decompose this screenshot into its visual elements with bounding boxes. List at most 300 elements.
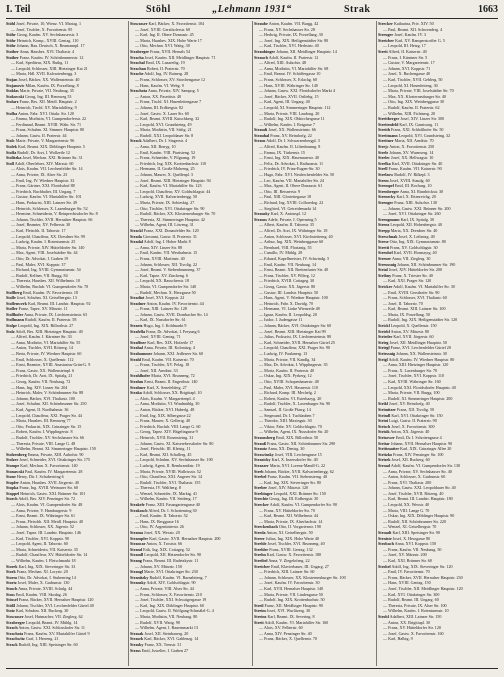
entry-details: — Rudolf, Mechan. X. Herzgasse 50 bbox=[135, 289, 196, 295]
entry-details: Anna, XVI. Koppstr. 150 bbox=[394, 541, 437, 547]
entry-details: Karl, XVII. Ottakringer Str. 40 bbox=[391, 160, 443, 166]
entry-details: — Rudolf, XI. Simmeringer Hauptstr. 200 bbox=[383, 395, 453, 401]
entry-details: — Gustav, Kaufm. VI. Mariahilfer Str. 101 bbox=[11, 194, 82, 200]
entry-surname: Strama bbox=[130, 530, 143, 536]
entry-details: Karl, XIX. Grinzinger Allee 20 bbox=[400, 446, 452, 452]
entry-details: Luigi, Gastw. II. Praterstr. 90 bbox=[389, 418, 437, 424]
entry-details: Franz, XX. Treustr. 31 bbox=[144, 641, 182, 647]
entry-surname: Strasak bbox=[130, 630, 144, 636]
entry-details: Josef, Hutmacher, VII. Zieglerg. 62 bbox=[24, 613, 83, 619]
entry-details: — Josef, Gastw. X. Favoritenstr. 160 bbox=[383, 630, 444, 636]
entry-details: — Georg, Gastw. XX. Jägerstr. 80 bbox=[259, 283, 316, 289]
entry-details: — Otto, IV. Argentinierstr. 26 bbox=[135, 524, 184, 530]
entry-details: — Leopold, Schuhm. XV. Sechshauser Str. 100 bbox=[135, 457, 213, 463]
entry-surname: Strempel bbox=[378, 183, 394, 189]
entry-details: Hugo, Ing. I. Kohlmarkt 9 bbox=[143, 323, 187, 329]
entry-details: — Johann, III. Erdbergstr. 82 bbox=[135, 104, 184, 110]
entry-details: Anton, XV. Märzstr. 80 bbox=[390, 328, 429, 334]
entry-details: Franz, Gastw. XII. Schönbrunner Str. 290 bbox=[267, 440, 336, 446]
entry-details: — Franz, Kaufm. VII. Neubaug. 50 bbox=[383, 546, 442, 552]
entry-details: — Franz, I. Kärntner Str. 5 bbox=[383, 54, 428, 60]
entry-details: — Maria, Private, VIII. Josefstädter Str. 70 bbox=[383, 88, 454, 94]
column-2 bbox=[130, 21, 250, 666]
entry-details: Anna, Private, XVIII. Schulg. 44 bbox=[18, 585, 73, 591]
entry-details: — Emil, Ing. XIX. Silbergasse 22 bbox=[135, 412, 191, 418]
entry-details: — Heinrich, Tischl. XV. Mariahilferg. 9 bbox=[11, 104, 77, 110]
entry-details: — Johann, Gastw. XXI. Leopoldauer Str. 40 bbox=[383, 485, 456, 491]
entry-details: Anton, Kaufm. IV. Favoritenstr. 44 bbox=[146, 300, 204, 306]
entry-details: Emil, Kaufm. IV. Favoritenstr. 18 bbox=[22, 289, 78, 295]
entry-details: — Anna, Modistin, VI. Mariahilfer Str. 68 bbox=[259, 65, 329, 71]
column-3 bbox=[254, 21, 374, 666]
entry-details: — Alois, XV. Felberstr. 60 bbox=[259, 625, 303, 631]
entry-details: — Franz, Schlosser, XV. Storchengasse 12 bbox=[135, 76, 206, 82]
entry-surname: Stoklas bbox=[6, 88, 19, 94]
entry-surname: Strahl bbox=[130, 356, 141, 362]
entry-surname: Stritar bbox=[378, 440, 390, 446]
entry-surname: Streb bbox=[254, 468, 264, 474]
entry-details: — Maria, Private, VII. Burgg. 100 bbox=[383, 390, 440, 396]
entry-details: — Julius, Prokurist, IX. Liechtensteinstr. 80 bbox=[259, 334, 332, 340]
entry-details: — Franz, XIII. Lainzer Str. 128 bbox=[135, 306, 187, 312]
entry-details: — Karl, Agent, III. Ungarg. 40 bbox=[259, 99, 310, 105]
entry-details: Franz, Kaufm. IV. Schönbrunnerstr. 12 bbox=[19, 54, 84, 60]
entry-surname: Streussnig bbox=[378, 261, 397, 267]
entry-details: Karl, Beamt. XIX. Döblinger Hauptstr. 5 bbox=[17, 144, 85, 150]
entry-details: — Albert, Kaufm. II. Taborstr. 35 bbox=[259, 222, 315, 228]
entry-surname: Strachal bbox=[130, 60, 145, 66]
entry-surname: Strele bbox=[378, 149, 389, 155]
entry-details: Josef, XII. Steinbauerg. 20 bbox=[144, 630, 189, 636]
entry-details: — Ludwig, Kaufm. I. Rotenturmstr. 25 bbox=[11, 239, 76, 245]
entry-details: — Otto, Ing. XIX. Weinberggasse 30 bbox=[383, 99, 444, 105]
entry-surname: Strachota bbox=[130, 88, 148, 94]
entry-details: Josef, X. Leibnizg. 40 bbox=[398, 233, 435, 239]
entry-surname: Stojanovic bbox=[6, 82, 25, 88]
entry-details: Adele, Private, I. Opernring 5 bbox=[267, 216, 317, 222]
entry-details: Karl, IX. Garnisong. 11 bbox=[399, 121, 439, 127]
entry-details: Karl, Bäcker, XVI. Gablenzg. 14 bbox=[144, 636, 199, 642]
entry-details: — Paul, Maler, XVI. Hasnerstr. 110 bbox=[259, 384, 318, 390]
entry-details: — Wilhelm, XIII. Fichtnerg. 20 bbox=[383, 110, 436, 116]
entry-surname: Stolz bbox=[6, 328, 15, 334]
column-divider bbox=[376, 21, 377, 666]
entry-surname: Strniste bbox=[378, 535, 392, 541]
entry-surname: Strehn bbox=[254, 552, 266, 558]
entry-details: — Theresia, XI. Simmeringer Hauptstr. 42 bbox=[135, 216, 205, 222]
entry-details: Josef, XX. Wexstr. 20 bbox=[144, 530, 180, 536]
entry-details: Josef, Schuhm. XI. Geiselbergstr. 13 bbox=[16, 295, 77, 301]
entry-surname: Streim bbox=[254, 608, 266, 614]
entry-details: Emil, Dr. I. Schottengasse 4 bbox=[395, 434, 442, 440]
entry-details: — Josef, Gastw. X. Laaer Str. 60 bbox=[135, 110, 189, 116]
entry-surname: Strancar bbox=[130, 541, 146, 547]
entry-surname: Storch bbox=[6, 496, 18, 502]
entry-details: — Leopold, Chauffeur, XXI. Prager Str. 90 bbox=[259, 345, 330, 351]
entry-details: — Wilhelm, Kaufm. I. Fleischmarkt 18 bbox=[11, 558, 76, 563]
entry-surname: Stößl bbox=[6, 602, 16, 608]
directory-entry bbox=[130, 648, 250, 654]
entry-details: Georg, Kaufm. XV. Sechshauserstr. 3 bbox=[16, 32, 79, 38]
entry-details: Emil, Juwelier, I. Graben 27 bbox=[141, 647, 189, 653]
entry-details: — Franz, Fleischh. XII. Meidl. Hauptstr. 40 bbox=[11, 518, 83, 524]
entry-details: — Robert, Kaufm. I. Wipplingerstr. 8 bbox=[11, 429, 73, 435]
entry-details: Karl, Gastw. XVII. Hernalser Hauptstr. 200 bbox=[149, 535, 221, 541]
entry-surname: Stolba bbox=[6, 110, 18, 116]
entry-surname: Streckenbach bbox=[254, 524, 278, 530]
entry-details: — Josef, Fleischh. III. Kleistg. 11 bbox=[135, 446, 191, 452]
entry-details: Franz, Beamt. III. Radetzkystr. 11 bbox=[142, 558, 199, 563]
entry-details: — Franz, Tischler, XV. Pelzg. 18 bbox=[135, 362, 190, 368]
entry-surname: Strecker bbox=[254, 502, 269, 508]
entry-details: — Franz, XVI. Thaliastr. 200 bbox=[383, 479, 432, 485]
entry-surname: Stolle bbox=[6, 295, 16, 301]
entry-surname: Stollenwerk bbox=[6, 300, 27, 306]
entry-details: Josef, XX. Wallensteinstr. 66 bbox=[268, 127, 316, 133]
entry-details: Rudolf, IV. Rilkepl. 3 bbox=[394, 172, 430, 178]
entry-details: Ernst, Beamt. II. Engerthstr. 140 bbox=[144, 379, 198, 384]
entry-details: — Hans, IX. Berggasse 16 bbox=[135, 518, 179, 524]
entry-details: Franz, XII. Tivolig. 50 bbox=[397, 406, 435, 412]
entry-details: — Josef, Beamt. XIII. Hietzinger Kai 99 bbox=[259, 328, 326, 334]
entry-details: — Emil, Kaufm. VII. Neubaug. 14 bbox=[259, 261, 317, 267]
entry-details: Emil, Klavierbauer, III. Ungarg. 27 bbox=[271, 563, 329, 569]
entry-details: — Paul, Maler, XVI. Koppstr. 37 bbox=[11, 261, 66, 267]
entry-details: — Heinrich, Fabr. X. Davidg. 70 bbox=[259, 300, 314, 306]
entry-details: Karl, Gastw. X. Favoritenstr. 180 bbox=[266, 552, 322, 558]
entry-surname: Strieg bbox=[378, 339, 389, 345]
entry-details: Josef, XIV. Linzer Str. 300 bbox=[400, 116, 445, 122]
entry-details: Franz, XXI. Donaufelder Str. 120 bbox=[143, 227, 199, 233]
entry-surname: Strasky bbox=[130, 641, 144, 647]
entry-details: — Alfred, Kaufm. II. Lilienbrunng. 8 bbox=[259, 144, 321, 150]
entry-surname: Streibel bbox=[254, 558, 268, 563]
entry-surname: Straube bbox=[254, 21, 268, 26]
entry-details: — Josef, Tischler, X. Favoritenstr. 85 bbox=[11, 26, 73, 32]
entry-details: Josef, XII. Ruckerg. 60 bbox=[391, 457, 430, 463]
entry-details: — Emma, Modistin, VI. Gumpendorferstr. 22 bbox=[11, 116, 87, 122]
entry-details: — Richard, Ing. XVIII. Gymnasiumstr. 54 bbox=[11, 267, 81, 273]
entry-details: — Friedrich, IV. Prinz-Eugen-Str. 30 bbox=[259, 166, 320, 172]
entry-details: — Leopold, Chauffeur, XX. Dresdner Str. 99 bbox=[11, 233, 85, 239]
entry-details: — Josef, Tischler, XII. Meidlinger Hauptstr. 120 bbox=[383, 585, 463, 591]
entry-surname: Strahm bbox=[130, 379, 144, 384]
entry-details: Rudolf, Kaufm. II. Praterstr. 58 bbox=[25, 317, 77, 323]
entry-details: Anna, V. Ziegelofeng. 22 bbox=[268, 558, 310, 563]
entry-details: Karl, IX. Spitalg. 30 bbox=[400, 216, 435, 222]
entry-details: Franz, Ing. XVIII. Weimarer Str. 60 bbox=[19, 485, 78, 491]
entry-details: Johann, Bäcker, XVII. Kalvarienbergg. 62 bbox=[264, 468, 334, 474]
entry-details: — Friedrich, Dr. Arzt, IX. Spitalg. 21 bbox=[11, 373, 73, 379]
entry-details: — Josef, Kaufm. IV. Favoritenstr. 30 bbox=[259, 580, 320, 586]
entry-details: — Leopold, Gastw. II. Wolfgang-Schmälzl-G. 4 bbox=[135, 608, 214, 614]
entry-details: Karl, Mechan. X. Favoritenstr. 140 bbox=[20, 462, 78, 468]
entry-surname: Strasek bbox=[130, 636, 144, 642]
entry-details: — Otto, Prokurist, XIX. Grinzinger Str. 15 bbox=[11, 423, 82, 429]
entry-surname: Strese bbox=[378, 239, 389, 245]
entry-details: — Josef, XVIII. Gentzg. 71 bbox=[135, 334, 181, 340]
entry-details: Emil, III. Rochusg. 10 bbox=[394, 183, 432, 189]
entry-details: Graf, I. Herreng. 21 bbox=[25, 636, 59, 642]
entry-details: Leopold, XVI. Grundsteing. 32 bbox=[398, 132, 451, 138]
entry-details: Anton, Fabr. XVI. Ottakr. Str. 120 bbox=[17, 110, 74, 116]
entry-details: — Rudolf, Tischler, X. Laxenburger Str. 90 bbox=[259, 401, 331, 407]
entry-details: — Rudolf, Chauffeur, XV. Hütteldorfer Str. 14 bbox=[11, 552, 88, 558]
entry-surname: Stöhr bbox=[6, 43, 16, 49]
column-1 bbox=[6, 21, 126, 666]
entry-details: — Hugo, Fabr. XVI. Neulerchenfelder Str. 50 bbox=[259, 172, 335, 178]
entry-details: Josef, Bäcker, XX. Wallensteinstr. 40 bbox=[18, 76, 80, 82]
entry-details: — Josef, Beamt. XIII. Hietzinger Hauptstr. 94 bbox=[135, 177, 211, 183]
entry-surname: Stricker bbox=[378, 283, 393, 289]
entry-details: — Hermann, VI. Linke Wienzeile 48 bbox=[259, 306, 320, 312]
entry-details: Josef, XII. Meidlinger Hauptstr. 50 bbox=[389, 339, 447, 345]
entry-details: — Rudolf, Kaufm. II. Praterstr. 62 bbox=[383, 104, 440, 110]
entry-surname: Strauhal bbox=[254, 132, 270, 138]
entry-details: — Max, XX. Klosterneuburger Str. 40 bbox=[383, 93, 446, 99]
entry-details: — Hans, XVIII. Währinger Str. 140 bbox=[259, 82, 318, 88]
entry-details: — Karl, Fleischh. II. Taborstr. 17 bbox=[11, 227, 66, 233]
page-number: 1663 bbox=[478, 4, 498, 15]
entry-surname: Strafella bbox=[130, 328, 146, 334]
entry-surname: Stokowski bbox=[6, 93, 24, 99]
entry-details: — Anton, Tischler, XVII. Rötzerg. 14 bbox=[11, 345, 73, 351]
entry-surname: Stradner bbox=[130, 300, 146, 306]
entry-surname: Stopka bbox=[6, 485, 19, 491]
entry-details: Heinrich, Gastw. XXI. Brünner Str. 101 bbox=[20, 490, 86, 496]
entry-details: — Wilhelm, Agent, IX. Nussdorfer Str. 20 bbox=[259, 429, 329, 435]
entry-details: Johann, XVII. Hernalser Hauptstr. 90 bbox=[390, 440, 453, 446]
entry-details: — Josef, Tischler, XXI. Schwaigergasse 19 bbox=[135, 597, 207, 603]
entry-details: Josef, XX. Hellwagstr. 10 bbox=[391, 155, 434, 161]
entry-details: — Leopold, III. Hetzg. 17 bbox=[383, 43, 426, 49]
entry-surname: Streitenfeld bbox=[378, 121, 399, 127]
entry-details: Maria, XVI. Brunneng. 72 bbox=[151, 373, 195, 379]
entry-details: — Franz, XV. Sechshauser Str. 28 bbox=[259, 26, 315, 32]
entry-details: — Anna, XIV. Penzinger Str. 40 bbox=[259, 630, 312, 636]
entry-details: — Franz, XV. Hütteldorfer Str. 120 bbox=[383, 625, 441, 631]
entry-details: — Franz, Gastw. XX. Wallensteinpl. 6 bbox=[11, 367, 75, 373]
entry-surname: Stranitzky bbox=[130, 574, 149, 580]
entry-details: — Karl, Beamt. XIII. Lainzer Str. 100 bbox=[383, 306, 446, 312]
entry-details: — Maria, VIII. Lange G. 70 bbox=[383, 507, 430, 513]
entry-details: Adolf, Kaufm. IV. Wiedner Hauptstr. 80 bbox=[388, 356, 455, 362]
entry-details: Johann, XXI. Jedleseer Str. 60 bbox=[153, 351, 204, 357]
entry-details: Adalbert, Dr. I. Singerstr. 4 bbox=[142, 138, 187, 144]
entry-details: — Alfred, Kaufm. I. Kärntner Str. 33 bbox=[11, 334, 72, 340]
entry-surname: Strickl bbox=[378, 323, 390, 329]
entry-details: — Emil, Schlosser, X. Quellenstr. 112 bbox=[11, 356, 74, 362]
entry-details: Johann, XII. Schönbrunner Str. 190 bbox=[397, 261, 456, 267]
entry-details: — Rudolf, Kellner, VII. Burgg. 84 bbox=[11, 272, 68, 278]
entry-surname: Stoppel bbox=[6, 490, 20, 496]
entry-details: Anna, Private, IX. Liechtensteinstr. 63 bbox=[24, 311, 88, 317]
entry-details: Franz, XIII. Auhofstr. 130 bbox=[394, 200, 437, 205]
entry-surname: Stompe bbox=[6, 462, 20, 468]
entry-surname: Strach bbox=[6, 625, 18, 631]
entry-details: Adolf, Bes. XIV. Penzinger Str. 72 bbox=[18, 496, 76, 502]
entry-details: Josef, XIV. Hütteldorfer Str. 200 bbox=[388, 267, 443, 273]
entry-surname: Stolek bbox=[6, 144, 17, 150]
entry-surname: Strem bbox=[378, 177, 389, 183]
entry-surname: Stonawski bbox=[6, 468, 24, 474]
entry-details: Anton, X. Favoritenstr. 250 bbox=[389, 144, 435, 150]
entry-details: Karl, Bes. XIX. Hofzeile 17 bbox=[147, 339, 194, 345]
entry-details: — Richard, Ing. XVIII. Colloredog. 22 bbox=[259, 200, 324, 205]
entry-surname: Strisch bbox=[378, 423, 391, 429]
entry-surname: Streda bbox=[254, 530, 266, 536]
entry-surname: Strauss bbox=[254, 216, 267, 222]
entry-details: Karl, XVII. Hormayrg. 40 bbox=[393, 250, 437, 256]
entry-details: — Leopold, Schlosser, XIII. Hietzinger Kai 21 bbox=[11, 65, 88, 71]
entry-surname: Stolzer bbox=[6, 457, 19, 463]
directory-entry bbox=[6, 642, 126, 648]
entry-details: — Maria, Hausbes. III. Rennweg 77 bbox=[11, 418, 71, 424]
entry-surname: Strimitzer bbox=[378, 406, 396, 412]
publication-title: „Lehmann 1931“ bbox=[212, 4, 292, 15]
entry-details: — Johann, Bäcker, XVI. Thaliastr. 100 bbox=[11, 395, 75, 401]
entry-details: Johann, XV. Wurmserg. 14 bbox=[389, 149, 434, 155]
entry-details: Heinrich, Komp., XVIII. Gentzg. 110 bbox=[16, 37, 79, 43]
entry-surname: Strebel bbox=[254, 474, 267, 480]
entry-details: Leopold, XII. Hetzendorfer Str. 90 bbox=[144, 552, 201, 558]
entry-surname: Strittmatter bbox=[378, 446, 400, 452]
entry-details: — Johann, Gastw. XVII. Dornbacher Str. 14 bbox=[135, 311, 208, 317]
entry-details: — Josef, Tapez. III. Landstr. Hauptstr. 146 bbox=[11, 530, 81, 536]
entry-details: — Karl, Tischler, XVI. Koppstr. 90 bbox=[11, 535, 69, 541]
entry-details: — Leopold, XVI. Grundsteing. 49 bbox=[135, 121, 192, 127]
entry-details: Franz, XVIII. Gentzg. 132 bbox=[269, 546, 313, 552]
entry-surname: Straka bbox=[130, 390, 142, 396]
entry-details: — Franz, Tischler, XV. Pillerg. 12 bbox=[259, 272, 315, 278]
entry-details: — Paul, XIII. Gloriettegasse 18 bbox=[259, 194, 312, 200]
entry-surname: Stowasser bbox=[130, 21, 148, 26]
entry-details: Franz, XXI. Schloßhofer Str. 50 bbox=[391, 127, 444, 133]
entry-details: Josef, Schneider, XVI. Ottakringer Str. 175 bbox=[19, 457, 90, 463]
entry-surname: Strenecky bbox=[378, 194, 396, 200]
entry-details: — Anna, Private, IX. Alser Str. 23 bbox=[11, 172, 68, 178]
entry-details: Franz, XV. Goldschlagstr. 30 bbox=[390, 244, 438, 250]
entry-surname: Stöhr bbox=[6, 32, 16, 38]
entry-details: Franz, XV. Reindorfg. 22 bbox=[270, 132, 312, 138]
entry-details: Franz, Bäcker, XVII. Hernalser Hauptstr. 120 bbox=[18, 597, 94, 603]
entry-surname: Strenz bbox=[378, 222, 390, 228]
entry-details: — Johann, Gastw. XI. Kaiserebersdorfer Str. 80 bbox=[135, 440, 214, 446]
entry-surname: Strengmann bbox=[378, 216, 400, 222]
entry-details: — Alfred, XIII. Auhofstr. 48 bbox=[259, 60, 306, 66]
entry-surname: Stoss bbox=[6, 591, 15, 597]
entry-details: Rudolf, Kaufm. VI. Barnabiteng. 7 bbox=[149, 574, 207, 580]
entry-details: — Wilhelm, Buchdr. VI. Gumpendorfer Str. 70 bbox=[11, 283, 89, 289]
entry-details: — Karl, Tischler, XVI. Herbststr. 40 bbox=[259, 43, 319, 49]
entry-details: Karl, XVI. Ottakringer Str. 150 bbox=[391, 412, 443, 418]
entry-details: — Friedrich, Buchhalter, III. Ungarg. 7 bbox=[11, 188, 76, 194]
entry-surname: Strnadt bbox=[378, 530, 392, 536]
entry-surname: Stretti bbox=[378, 244, 390, 250]
entry-surname: Strenberger bbox=[378, 188, 400, 194]
entry-details: — Maria, Private, IX. Alserbachstr. 14 bbox=[259, 518, 323, 524]
entry-details: — Emil, Kaufm. VII. Westbahnstr. 15 bbox=[135, 250, 198, 256]
entry-details: Katharina, Priv. XIV. 50 bbox=[393, 21, 434, 26]
entry-surname: Strauß bbox=[254, 440, 267, 446]
entry-details: — Wenzel, XI. Geiselbergstr. 70 bbox=[383, 524, 437, 530]
entry-details: — Ernst, Beamt. IX. Währinger Str. 61 bbox=[11, 513, 76, 519]
entry-details: Anton, Gastw. XXI. Schlosshofer Str. 11 bbox=[18, 625, 85, 631]
entry-surname: Streitner bbox=[378, 138, 394, 144]
entry-surname: Streber bbox=[254, 485, 268, 491]
entry-details: — Franz, Maurer, X. Gellertg. 40 bbox=[135, 418, 190, 424]
entry-surname: Stradal bbox=[130, 239, 143, 245]
entry-details: — Bernhard, VIII. Florianig. 55 bbox=[259, 244, 312, 250]
entry-details: — Anna, XII. Bonyg. 10 bbox=[135, 144, 176, 150]
entry-details: Marie, Private, V. Margaretenstr. 96 bbox=[15, 138, 75, 144]
entry-details: — Theodor, XIII. Maxingstr. 30 bbox=[259, 418, 312, 424]
entry-surname: Stoller bbox=[6, 306, 18, 312]
entry-surname: Streil bbox=[254, 602, 264, 608]
entry-details: Adolf, XIV. Goldschlagstr. 90 bbox=[146, 580, 196, 586]
entry-details: Josef, Tischler, XVI. Brunneng. 40 bbox=[267, 541, 325, 547]
entry-details: — Isidor, I. Judengasse 11 bbox=[259, 317, 303, 323]
entry-details: Rudolf, Dr. Arzt, I. Wollzeile 12 bbox=[17, 149, 70, 155]
entry-details: Anton, XI. Geiselbergstr. 50 bbox=[266, 530, 313, 536]
entry-details: Johann, XII. Meidlinger Hauptstr. 14 bbox=[276, 48, 337, 54]
entry-surname: Streitberger bbox=[378, 116, 400, 122]
entry-details: — Gustav, III. Landstr. Hauptstr. 50 bbox=[259, 289, 318, 295]
entry-surname: Stracha bbox=[130, 54, 144, 60]
entry-details: — Karl, XXI. Brünner Str. 60 bbox=[383, 558, 432, 563]
entry-details: — Anna, Modistin, VI. Mariahilfer Str. 55 bbox=[11, 339, 81, 345]
entry-details: Josef, Maler, X. Gudrunstr. 130 bbox=[17, 580, 70, 586]
entry-details: — Paul, Beamt. XII. Schwenderg. 4 bbox=[383, 26, 443, 32]
entry-details: — Leopold, XXI. Floridsdorfer Hauptstr. 40 bbox=[383, 384, 456, 390]
entry-details: — Viktor, Fabr. XV. Goldschlagstr. 70 bbox=[259, 423, 322, 429]
entry-surname: Streith bbox=[378, 127, 390, 133]
entry-surname: Storek bbox=[6, 563, 18, 569]
entry-surname: Strawinsky bbox=[254, 451, 274, 457]
entry-details: — Friedrich, XVIII. Cottageg. 30 bbox=[259, 278, 315, 284]
entry-surname: Stolzenberg bbox=[6, 451, 27, 457]
entry-details: — Maria, VI. Gumpendorfer Str. 140 bbox=[135, 283, 197, 289]
entry-details: — Leo, Kaufm. VII. Mariahilfer Str. 24 bbox=[259, 177, 324, 183]
entry-details: — Franz, Gärtner, XXI. Floridsdorf 88 bbox=[11, 183, 75, 189]
entry-details: — Alfred, Dr. Arzt, IX. Währinger Str. 18 bbox=[259, 227, 328, 233]
entry-details: — Siegfried, VI. Getreidemarkt 14 bbox=[259, 205, 317, 211]
entry-details: — Hermann, II. Große Mohreng. 25 bbox=[135, 166, 195, 172]
entry-surname: Strachan bbox=[130, 65, 146, 71]
entry-details: Anton, Hausbes. XVII. Jörgerstr. 40 bbox=[19, 479, 79, 485]
entry-details: Karl, XIII. Speisinger Str. 90 bbox=[392, 530, 440, 536]
entry-details: — Samuel, II. Große Pfarrg. 14 bbox=[259, 406, 311, 412]
entry-surname: Stosch bbox=[6, 585, 18, 591]
entry-surname: Strobach bbox=[378, 541, 394, 547]
entry-details: — Hans, XVIII. Gentzg. 150 bbox=[383, 580, 431, 586]
entry-surname: Strelec bbox=[378, 155, 390, 161]
entry-details: — Rudolf, Beamt. III. Ungarg. 60 bbox=[383, 597, 439, 603]
entry-details: Josef, Mechan. XXI. Brünner Str. 31 bbox=[22, 155, 83, 161]
entry-details: — Anton, Schlosser, XVI. Kirchstetterng. 40 bbox=[259, 233, 333, 239]
column-divider bbox=[252, 21, 253, 666]
page-header bbox=[6, 3, 498, 17]
entry-details: Karl, Beamt. III. Landstr. Hauptstr. 92 bbox=[27, 300, 91, 306]
directory-entry bbox=[254, 636, 374, 642]
entry-details: — Karl, Beamt. III. Landstr. Hauptstr. 180 bbox=[383, 496, 453, 502]
column-divider bbox=[128, 21, 129, 666]
entry-surname: Stone bbox=[6, 474, 16, 480]
entry-details: Otto, Dr. Advokat, I. Stubenring 14 bbox=[17, 574, 76, 580]
entry-details: — Friedrich, Buchdr. VIII. Lange G. 60 bbox=[135, 423, 201, 429]
entry-details: Josef, XVI. Wurlitzerg. 30 bbox=[266, 608, 311, 614]
entry-details: — Josef, Beamt. V. Siebenbrunneng. 37 bbox=[135, 267, 201, 273]
